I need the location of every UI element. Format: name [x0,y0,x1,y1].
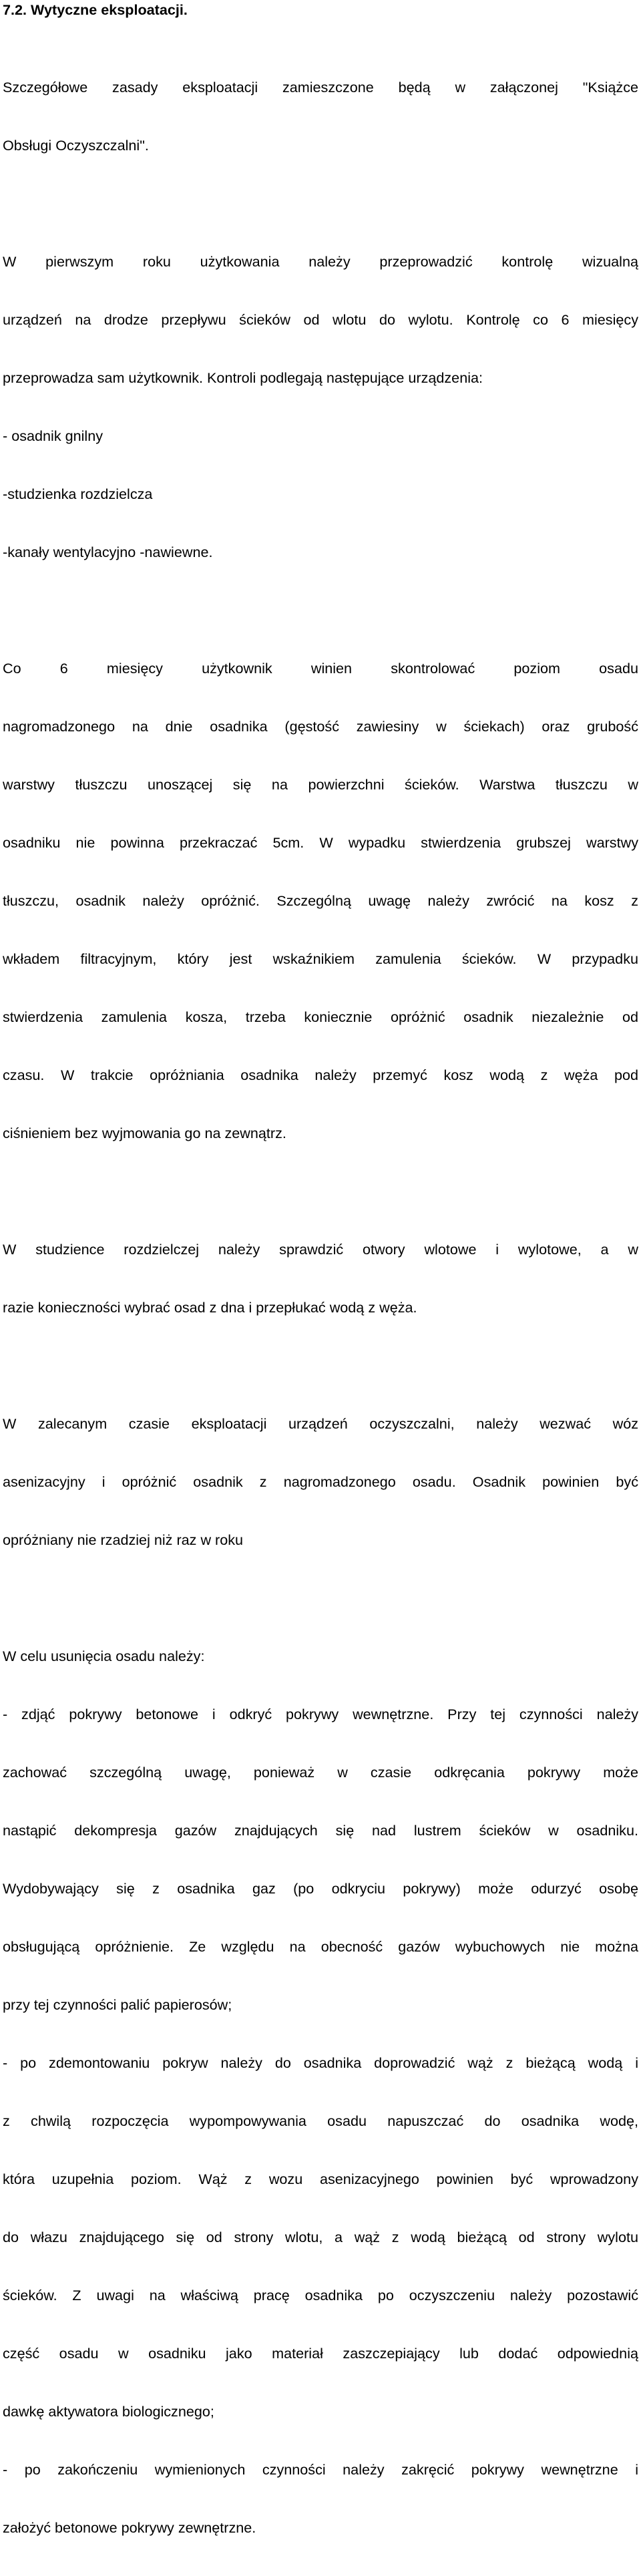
list-item-line: - po zdemontowaniu pokryw należy do osadnika doprowadzić wąż z bieżącą wodą i [3,2054,638,2071]
paragraph-first-year [3,213,638,600]
text-line: Co 6 miesięcy użytkownik winien skontrolować poziom osadu [3,660,638,677]
spacer [3,1181,638,1201]
text-line: urządzeń na drodze przepływu ścieków od wlotu do wylotu. Kontrolę co 6 miesięcy [3,311,638,328]
paragraph-intro [3,39,638,194]
list-item-line: przy tej czynności palić papierosów; [3,1996,232,2013]
list-item-line: Wydobywający się z osadnika gaz (po odkryciu pokrywy) może odurzyć osobę [3,1880,638,1897]
document-page [3,0,638,2576]
list-item: -kanały wentylacyjno -nawiewne. [3,544,213,560]
paragraph-recommended-time [3,1375,638,1588]
text-line: wkładem filtracyjnym, który jest wskaźnikiem zamulenia ścieków. W przypadku [3,950,638,967]
list-item-line: - po zakończeniu wymienionych czynności należy zakręcić pokrywy wewnętrzne i [3,2461,638,2478]
text-line: W celu usunięcia osadu należy: [3,1648,205,1664]
list-item-line: która uzupełnia poziom. Wąż z wozu asenizacyjnego powinien być wprowadzony [3,2171,638,2187]
text-line: opróżniany nie rzadziej niż raz w roku [3,1531,244,1548]
paragraph-six-months [3,620,638,1181]
list-item-line: założyć betonowe pokrywy zewnętrzne. [3,2519,256,2536]
text-line: razie konieczności wybrać osad z dna i przepłukać wodą z węża. [3,1299,417,1316]
text-line: Obsługi Oczyszczalni". [3,137,149,154]
text-line: W zalecanym czasie eksploatacji urządzeń oczyszczalni, należy wezwać wóz [3,1415,638,1432]
text-line: W pierwszym roku użytkowania należy przeprowadzić kontrolę wizualną [3,253,638,270]
text-line: Szczegółowe zasady eksploatacji zamieszczone będą w załączonej "Książce [3,79,638,96]
paragraph-distribution-well [3,1201,638,1356]
text-line: czasu. W trakcie opróżniania osadnika należy przemyć kosz wodą z węża pod [3,1067,638,1083]
spacer [3,1356,638,1375]
list-item-line: dawkę aktywatora biologicznego; [3,2403,214,2420]
spacer [3,194,638,213]
text-line: W studzience rozdzielczej należy sprawdzić otwory wlotowe i wylotowe, a w [3,1241,638,1258]
list-item-line: do włazu znajdującego się od strony wlotu, a wąż z wodą bieżącą od strony wylotu [3,2229,638,2245]
text-line: stwierdzenia zamulenia kosza, trzeba koniecznie opróżnić osadnik niezależnie od [3,1008,638,1025]
section-heading: 7.2. Wytyczne eksploatacji. [3,1,188,18]
spacer [3,1588,638,1608]
list-item-line: ścieków. Z uwagi na właściwą pracę osadnika po oczyszczeniu należy pozostawić [3,2287,638,2304]
text-line: nagromadzonego na dnie osadnika (gęstość zawiesiny w ściekach) oraz grubość [3,718,638,735]
paragraph-removal [3,1608,638,2576]
list-item-line: - zdjąć pokrywy betonowe i odkryć pokrywy wewnętrzne. Przy tej czynności należy [3,1706,638,1722]
text-line: osadniku nie powinna przekraczać 5cm. W wypadku stwierdzenia grubszej warstwy [3,834,638,851]
spacer [3,19,638,39]
text-line: asenizacyjny i opróżnić osadnik z nagromadzonego osadu. Osadnik powinien być [3,1473,638,1490]
text-line: ciśnieniem bez wyjmowania go na zewnątrz. [3,1125,286,1141]
list-item: -studzienka rozdzielcza [3,486,153,502]
list-item-line: część osadu w osadniku jako materiał zaszczepiający lub dodać odpowiednią [3,2345,638,2362]
list-item-line: nastąpić dekompresja gazów znajdujących się nad lustrem ścieków w osadniku. [3,1822,638,1839]
list-item-line: z chwilą rozpoczęcia wypompowywania osadu napuszczać do osadnika wodę, [3,2112,638,2129]
text-line: warstwy tłuszczu unoszącej się na powierzchni ścieków. Warstwa tłuszczu w [3,776,638,793]
text-line: przeprowadza sam użytkownik. Kontroli podlegają następujące urządzenia: [3,369,483,386]
text-line: tłuszczu, osadnik należy opróżnić. Szczególną uwagę należy zwrócić na kosz z [3,892,638,909]
list-item-line: obsługującą opróżnienie. Ze względu na obecność gazów wybuchowych nie można [3,1938,638,1955]
list-item-line: zachować szczególną uwagę, ponieważ w czasie odkręcania pokrywy może [3,1764,638,1781]
spacer [3,600,638,620]
list-item: - osadnik gnilny [3,427,103,444]
